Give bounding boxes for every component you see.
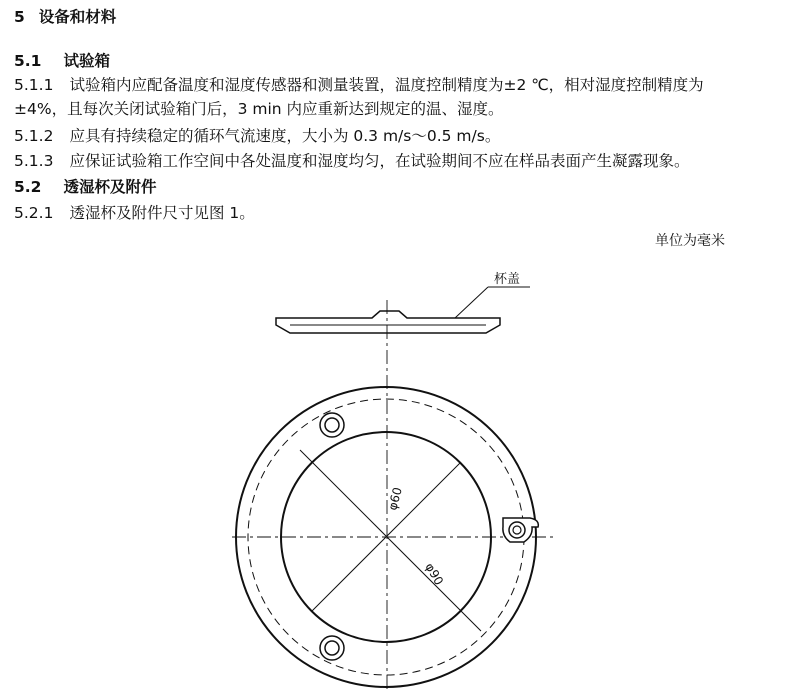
lid-label: 杯盖 (494, 272, 521, 287)
unit-note: 单位为毫米 (655, 233, 725, 249)
clause-text: 试验箱内应配备温度和湿度传感器和测量装置，温度控制精度为±2 ℃，相对湿度控制精度为 (69, 76, 704, 94)
diameter-lines (300, 450, 481, 631)
clause-text: 应保证试验箱工作空间中各处温度和湿度均匀，在试验期间不应在样品表面产生凝露现象。 (69, 152, 690, 170)
clause-number: 5.1.3 (14, 152, 54, 170)
clamp-screw-top-left (320, 413, 344, 437)
clause-text-continued: ±4%，且每次关闭试验箱门后，3 min 内应重新达到规定的温、湿度。 (14, 100, 504, 118)
section-number: 5 (14, 8, 25, 26)
clause-number: 5.1.1 (14, 76, 54, 94)
lid-leader (455, 287, 530, 318)
clause-number: 5.1.2 (14, 127, 54, 145)
outer-diameter-label: φ90 (422, 560, 447, 588)
section-title: 试验箱 (63, 52, 110, 70)
clause-text: 透湿杯及附件尺寸见图 1。 (69, 204, 255, 222)
section-title: 设备和材料 (38, 8, 117, 26)
cup-lid (276, 311, 500, 333)
wing-nut-right (503, 518, 538, 542)
clause-number: 5.2.1 (14, 204, 54, 222)
section-number: 5.2 (14, 178, 42, 196)
section-title: 透湿杯及附件 (63, 178, 157, 196)
clamp-screw-bottom-left (320, 636, 344, 660)
inner-diameter-label: φ60 (385, 485, 405, 512)
clause-text: 应具有持续稳定的循环气流速度，大小为 0.3 m/s～0.5 m/s。 (69, 127, 501, 145)
section-number: 5.1 (14, 52, 42, 70)
